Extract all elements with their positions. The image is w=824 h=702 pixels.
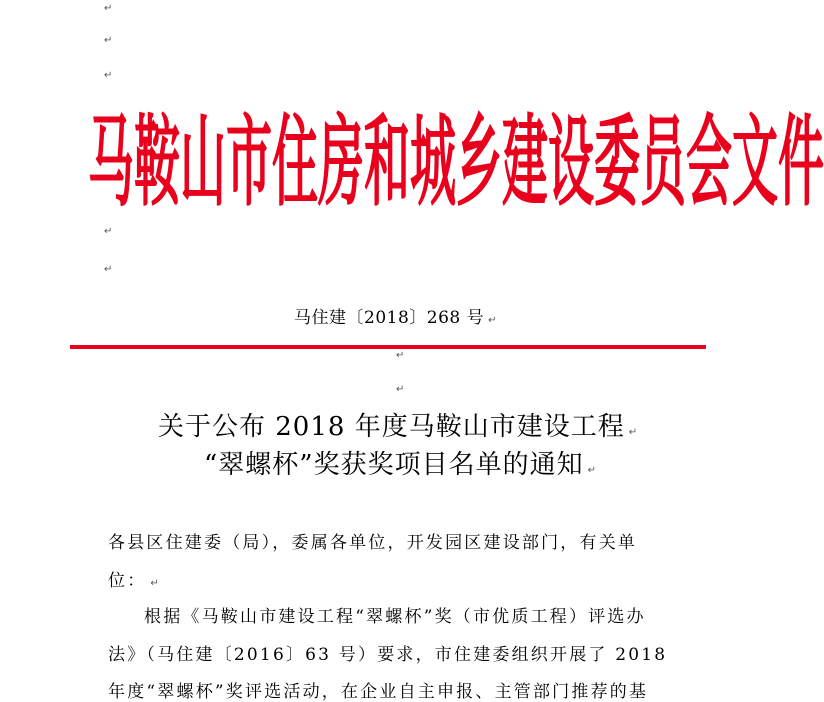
notice-title-text: 关于公布 2018 年度马鞍山市建设工程 — [158, 412, 625, 442]
paragraph-mark: ↵ — [150, 578, 159, 589]
red-separator-rule — [70, 345, 706, 349]
body-text: 法》（马住建〔2016〕63 号）要求，市住建委组织开展了 2018 — [108, 645, 668, 665]
document-number-text: 马住建〔2018〕268 号 — [294, 308, 485, 328]
paragraph-mark: ↵ — [104, 264, 113, 275]
notice-title-line-2 — [204, 444, 596, 481]
body-text: 年度“翠螺杯”奖评选活动，在企业自主申报、主管部门推荐的基 — [108, 682, 649, 702]
paragraph-mark: ↵ — [396, 384, 405, 395]
salutation-line-1 — [108, 528, 637, 553]
paragraph-mark: ↵ — [396, 350, 405, 361]
paragraph-mark: ↵ — [587, 465, 596, 476]
red-header-title — [88, 100, 824, 225]
paragraph-mark: ↵ — [104, 35, 113, 46]
document-number — [294, 303, 497, 328]
paragraph-line-3 — [108, 677, 648, 702]
paragraph-line-2 — [108, 640, 667, 665]
body-text: 位： — [108, 571, 147, 591]
body-text: 各县区住建委（局），委属各单位，开发园区建设部门，有关单 — [108, 533, 638, 553]
paragraph-line-1 — [144, 602, 646, 627]
notice-title-text: “翠螺杯”奖获奖项目名单的通知 — [204, 450, 584, 480]
body-text: 根据《马鞍山市建设工程“翠螺杯”奖（市优质工程）评选办 — [144, 607, 646, 627]
salutation-line-2 — [108, 566, 159, 591]
paragraph-mark: ↵ — [488, 315, 497, 326]
paragraph-mark: ↵ — [104, 226, 113, 237]
paragraph-mark: ↵ — [104, 70, 113, 81]
paragraph-mark: ↵ — [628, 427, 638, 438]
notice-title-line-1 — [158, 406, 637, 443]
red-header-text: 马鞍山市住房和城乡建设委员会文件 — [88, 103, 824, 220]
paragraph-mark: ↵ — [104, 3, 113, 14]
